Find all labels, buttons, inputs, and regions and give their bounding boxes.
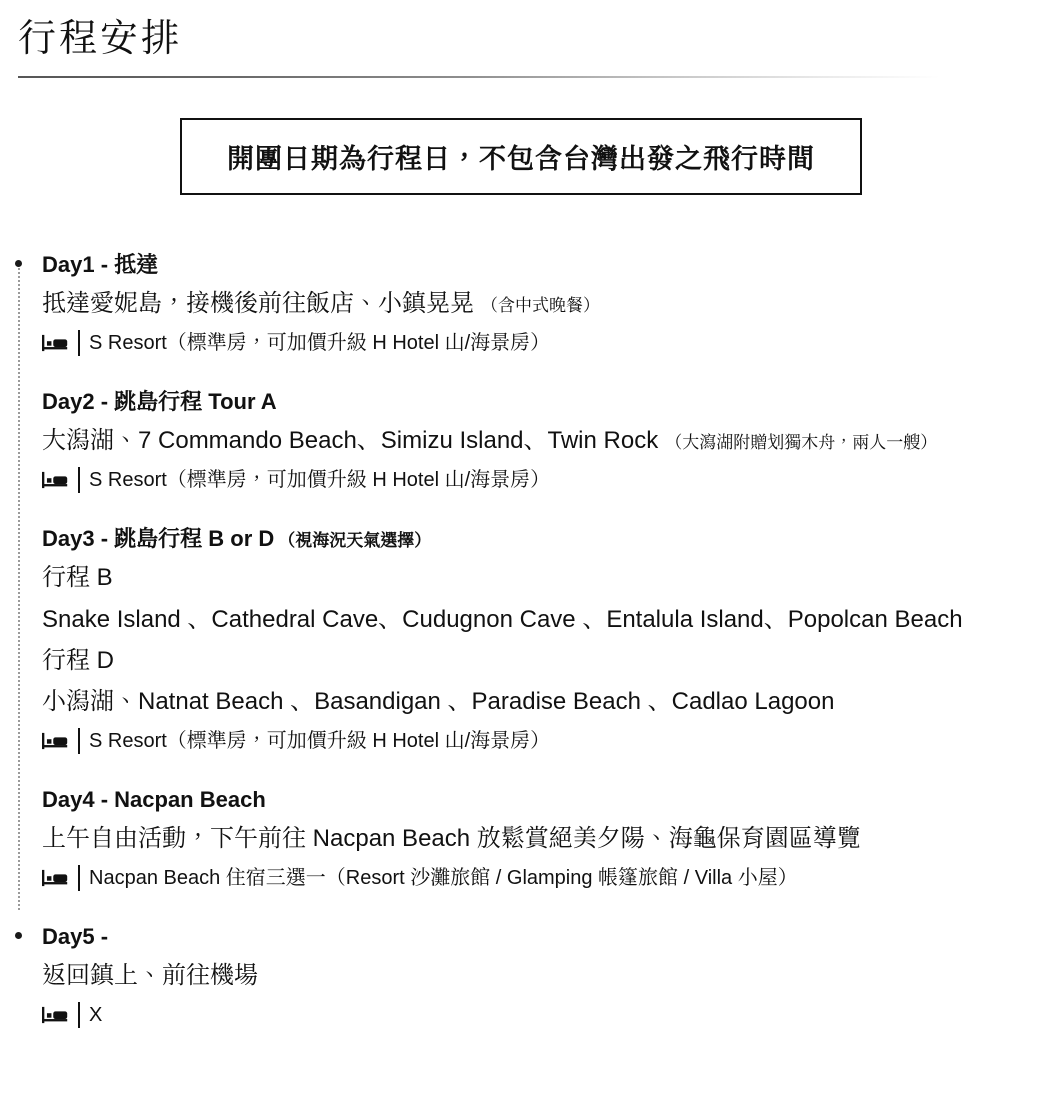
itinerary-timeline (0, 251, 1040, 1028)
day-3-section (42, 525, 1040, 754)
notice-box (180, 118, 862, 195)
day-3-route-d-label: 行程 D (42, 647, 114, 675)
day-4-hotel-line (42, 865, 1040, 891)
day-4-section (42, 786, 1040, 891)
itinerary-page (0, 18, 1040, 1107)
timeline-bullet-day1 (15, 260, 22, 267)
day-3-title (42, 525, 1040, 554)
hotel-separator (78, 330, 80, 356)
day-4-title: Day4 - Nacpan Beach (42, 786, 266, 812)
day-2-kayak-note: （大瀉湖附贈划獨木舟，兩人一艘） (665, 433, 938, 453)
day-3-route-b-stops: Snake Island 、Cathedral Cave、Cudugnon Cave 、Entalula Island、Popolcan Beach (42, 605, 963, 633)
day-5-section (42, 923, 1040, 1028)
title-underline-rule (18, 76, 1020, 78)
hotel-separator (78, 865, 80, 891)
hotel-separator (78, 1002, 80, 1028)
day-2-title: Day2 - 跳島行程 Tour A (42, 388, 277, 414)
bed-icon (42, 333, 69, 353)
day-4-description: 上午自由活動，下午前往 Nacpan Beach 放鬆賞絕美夕陽、海龜保育園區導覽 (42, 825, 861, 853)
day-1-meal-note: （含中式晚餐） (481, 296, 600, 316)
bed-icon (42, 868, 69, 888)
day-2-hotel-text: S Resort（標準房，可加價升級 H Hotel 山/海景房） (89, 468, 551, 491)
timeline-dotted-line (18, 268, 20, 910)
hotel-separator (78, 728, 80, 754)
day-5-description: 返回鎮上、前往機場 (42, 962, 258, 990)
day-1-hotel-line (42, 330, 1040, 356)
day-1-description-text: 抵達愛妮島，接機後前往飯店、小鎮晃晃 (42, 290, 474, 318)
day-1-hotel-text: S Resort（標準房，可加價升級 H Hotel 山/海景房） (89, 331, 551, 354)
day-5-title: Day5 - (42, 923, 109, 949)
notice-text: 開團日期為行程日，不包含台灣出發之飛行時間 (227, 143, 815, 174)
hotel-separator (78, 467, 80, 493)
day-5-hotel-line (42, 1002, 1040, 1028)
day-3-title-text: Day3 - 跳島行程 B or D (42, 525, 275, 551)
day-1-section (42, 251, 1040, 356)
day-1-description (42, 288, 1040, 320)
day-2-description (42, 425, 1040, 457)
day-2-description-text: 大潟湖、7 Commando Beach、Simizu Island、Twin Rock (42, 427, 659, 455)
day-3-hotel-line (42, 728, 1040, 754)
day-3-route-d-stops: 小潟湖、Natnat Beach 、Basandigan 、Paradise Beach 、Cadlao Lagoon (42, 688, 835, 716)
bed-icon (42, 731, 69, 751)
page-title: 行程安排 (18, 18, 183, 60)
day-3-route-b-label: 行程 B (42, 564, 113, 592)
day-2-section (42, 388, 1040, 493)
day-4-hotel-text: Nacpan Beach 住宿三選一（Resort 沙灘旅館 / Glamping 帳篷旅館 / Villa 小屋） (89, 866, 798, 889)
timeline-bullet-day5 (15, 932, 22, 939)
day-1-title: Day1 - 抵達 (42, 251, 159, 277)
day-3-hotel-text: S Resort（標準房，可加價升級 H Hotel 山/海景房） (89, 729, 551, 752)
day-2-hotel-line (42, 467, 1040, 493)
day-3-weather-note: （視海況天氣選擇） (278, 530, 432, 550)
bed-icon (42, 1005, 69, 1025)
bed-icon (42, 470, 69, 490)
day-5-hotel-text: X (89, 1003, 103, 1026)
